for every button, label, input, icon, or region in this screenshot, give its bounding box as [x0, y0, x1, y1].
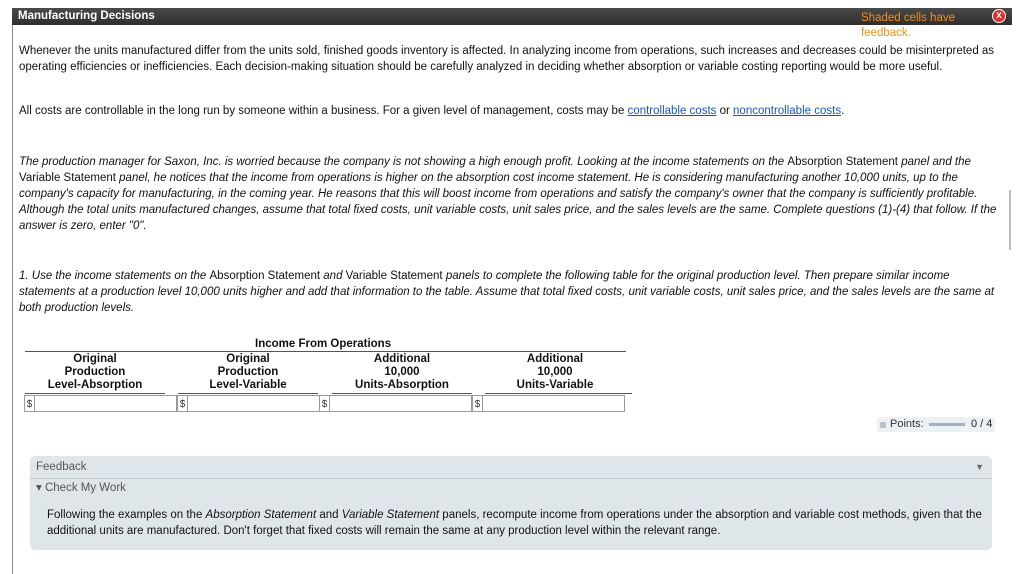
column-header-original-variable [178, 353, 318, 392]
feedback-text-2: and [316, 509, 342, 521]
column-underline [178, 393, 318, 394]
variable-statement-ref: Variable Statement [19, 172, 116, 184]
column-underline [332, 393, 472, 394]
column-underline [485, 393, 632, 394]
points-value: 0 / 4 [971, 418, 993, 430]
additional-absorption-input[interactable] [329, 395, 472, 412]
scenario-text-2: panel and the [898, 156, 971, 168]
feedback-absorption-ref: Absorption Statement [205, 509, 317, 521]
column-header-line: Production [217, 366, 279, 378]
scrollbar[interactable] [1009, 190, 1011, 250]
dollar-sign: $ [24, 395, 34, 412]
original-variable-input[interactable] [187, 395, 330, 412]
column-header-additional-absorption [332, 353, 472, 392]
p2-prefix: All costs are controllable in the long run by someone within a business. For a given level of management, costs may be [19, 105, 628, 117]
controllable-costs-paragraph [19, 103, 1004, 119]
question-absorption-ref: Absorption Statement [209, 270, 321, 282]
close-icon[interactable]: x [992, 9, 1006, 23]
table-header-rule [25, 351, 626, 352]
table-title: Income From Operations [255, 338, 392, 350]
original-absorption-input[interactable] [34, 395, 177, 412]
column-header-line: Units-Variable [516, 379, 594, 391]
question-variable-ref: Variable Statement [345, 270, 443, 282]
column-header-line: Level-Variable [209, 379, 287, 391]
dollar-sign: $ [319, 395, 329, 412]
feedback-panel [30, 456, 992, 550]
points-progress-bar [929, 423, 965, 426]
check-my-work-toggle[interactable]: ▾ Check My Work [36, 482, 126, 494]
feedback-header: Feedback [36, 461, 87, 473]
feedback-body [47, 507, 982, 539]
column-header-line: Level-Absorption [47, 379, 143, 391]
column-header-additional-variable [485, 353, 625, 392]
column-header-line: Additional [373, 353, 431, 365]
question-1 [19, 268, 1004, 316]
controllable-costs-link[interactable]: controllable costs [627, 105, 717, 117]
collapse-caret-icon[interactable]: ▼ [975, 462, 984, 472]
window-title: Manufacturing Decisions [18, 10, 155, 22]
dollar-sign: $ [177, 395, 187, 412]
column-header-line: Original [73, 353, 117, 365]
additional-variable-input[interactable] [482, 395, 625, 412]
points-indicator [877, 417, 995, 432]
dollar-sign: $ [472, 395, 482, 412]
column-header-original-absorption [25, 353, 165, 392]
column-underline [25, 393, 165, 394]
scenario-text-3: panel, he notices that the income from operations is higher on the absorption cost income statement. He is considering manufacturing another 10,000 units, up to the company's capacity for manufacturing, in the coming year. He reasons that this will boost income from operations and satisfy the company's owner that the company is sufficiently profitable. Although the total units manufactured changes, assume that total fixed costs, unit variable costs, unit sales price, and the sales levels are the same. Complete questions (1)-(4) that follow. If the answer is zero, enter "0". [19, 172, 997, 232]
column-header-line: Production [64, 366, 126, 378]
p2-suffix: . [841, 105, 845, 117]
left-border [12, 25, 13, 574]
feedback-divider [30, 478, 992, 479]
scenario-paragraph [19, 154, 1004, 234]
column-header-line: Original [226, 353, 270, 365]
noncontrollable-costs-link[interactable]: noncontrollable costs [733, 105, 842, 117]
shaded-cells-note: Shaded cells have feedback. [861, 12, 955, 39]
points-flag-icon [880, 422, 886, 428]
column-header-line: 10,000 [537, 366, 573, 378]
absorption-statement-ref: Absorption Statement [787, 156, 898, 168]
p2-middle: or [716, 105, 734, 117]
intro-paragraph: Whenever the units manufactured differ from the units sold, finished goods inventory is affected. In analyzing income from operations, such increases and decreases could be misinterpreted as operating efficiencies or inefficiencies. Each decision-making situation should be carefully analyzed in deciding whether absorption or variable costing reporting would be more useful. [19, 45, 995, 73]
feedback-text-1: Following the examples on the [47, 509, 206, 521]
column-header-line: Additional [526, 353, 584, 365]
feedback-variable-ref: Variable Statement [341, 509, 440, 521]
column-header-line: Units-Absorption [355, 379, 449, 391]
scenario-text-1: The production manager for Saxon, Inc. is worried because the company is not showing a high enough profit. Looking at the income statements on the [19, 156, 788, 168]
points-label: Points: [890, 418, 924, 430]
question-text-2: and [320, 270, 346, 282]
feedback-text-3: panels, recompute income from operations under the absorption and variable cost methods, given that the additional units are manufactured. Don't forget that fixed costs will remain the same at any production level within the relevant range. [47, 509, 982, 537]
question-text-3: panels to complete the following table for the original production level. Then prepare similar income statements at a production level 10,000 units higher and add that information to the table. Assume that total fixed costs, unit variable costs, unit sales price, and the sales levels are the same at both production levels. [19, 270, 995, 314]
question-text-1: 1. Use the income statements on the [19, 270, 210, 282]
column-header-line: 10,000 [384, 366, 420, 378]
